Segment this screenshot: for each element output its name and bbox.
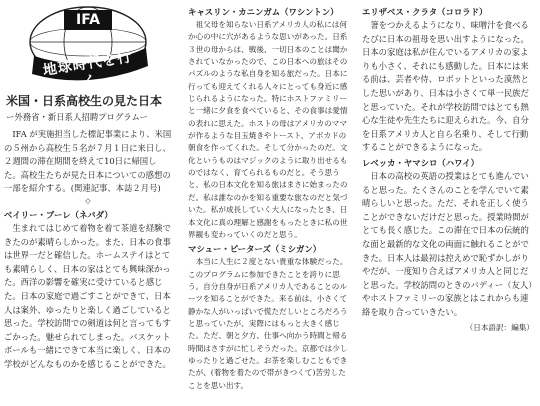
essay-body: 祖父母を知らない日系アメリカ人の私には何か心の中に穴があるような思いがあった。日系３世の母からは、戦後、一切日本のことは聞かされていなかったので、この日本への旅はそのパズルのような私自身を知る旅だった。日本に行っても迎えてくれる人々にとっても身近に感じられるようになった。特にホストファミリーと一緒に夕食を食べていると、その食事は愛情の表れに思えた。ホストの母はアメリカのママが作るような目玉焼きやトースト、アボカドの朝食を作ってくれた。そして分かったのだ。文化というものはマジックのように取り出せるものではなく、育てられるものだと。そう思うと、私の日本文化を知る旅はまさに始まったのだ。私は誰なのかを知る重要な旅なのだと気づいた。私が成長していく大人になったとき、日本文化に真の理解と感謝をもったときに私の世界観も変わっていくのだと思う。 — [188, 20, 348, 239]
author-heading: マシュー・ピーターズ（ミシガン） — [188, 244, 322, 255]
column-middle — [188, 4, 350, 392]
author-heading: ベイリー・ブーレ（ネバダ） — [4, 209, 113, 220]
author-heading: キャスリン・カニンガム（ワシントン） — [188, 7, 339, 17]
feature-title: 米国・日系高校生の見た日本 — [6, 94, 163, 108]
series-logo — [22, 4, 154, 91]
column-right — [362, 4, 534, 335]
essay-body: 日本の高校の英語の授業はとても進んでいると思った。たくさんのことを学んでいて素晴らしいと思った。ただ、それを正しく使うことができないだけだと思った。授業時間がとても長く感じた。この滞在で日本の伝統的な面と最新的な文化の両面に触れることができた。日本人は最初は控えめで恥ずかしがりやだが、一度知り合えばアメリカ人と同じだと思った。学校訪問のときのバディー（友人）やホストファミリーの家族とはこれからも連絡を取り合っていきたい。 — [362, 170, 533, 317]
author-heading: エリザベス・クラタ（コロラド） — [362, 7, 488, 17]
essay-body: 生まれてはじめて着物を着て茶道を経験できたのが素晴らしかった。また、日本の食事は世界一だと確信した。ホームステイはとても素晴らしく、日本の家はとても興味深かった。西洋の影響を確実に受けていると感じた。日本の家庭で過ごすことができて、日本人は案外、ゆったりと楽しく過ごしていると思った。学校訪問での剣道は何と言ってもすごかった。魅せられてしまった。バスケットボールも一緒にできて本当に楽しく、日本の学校がどんなものかを感じることができた。 — [4, 222, 171, 369]
logo-tagline: 地球時代を行く — [41, 49, 134, 91]
feature-intro: IFA が実施担当した標記事業により、米国の５州から高校生５名が７月１日に来日し、２週間の滞在期間を終えて10日に帰国した。高校生たちが見た日本についての感想の一部を紹介する。(関連記事、本誌２月号) — [4, 129, 172, 194]
section-divider: ◇ — [85, 196, 91, 205]
essay-body: 本当に人生に２度とない貴重な体験だった。このプログラムに参加できたことを誇りに思う。自分自身が日系アメリカ人であることのルーツを知ることができた。来る前は、小さくて静かな人がいっぱいで慌ただしいところだろうと思っていたが、実際にはもっと大きく感じた。ただ、朝と夕方、仕事へ向かう時間と帰る時間はさすがに忙しそうだった。京都では少しゆったりと過ごせた。お茶を楽しむこともできたが、(着物を着たので帯がきつくて)苦労したことを思い出す。 — [188, 257, 348, 390]
essay-body: 箸をつかえるようになり、味噌汁を食べるたびに日本の祖母を思い出すようになった。日本の家庭は私が住んでいるアメリカの家よりも小さく、それにも感動した。日本には来る前は、芸者や侍、ロボットといった漠然とした思いがあり、日本は小さくて単一民族だと思っていた。それが学校訪問ではとても熱心な生徒や先生たちに迎えられた。今、自分を日系アメリカ人と自ら名乗り、そして行動することができるようになった。 — [362, 20, 529, 153]
logo-series-label: IFA — [75, 12, 100, 28]
author-heading: レベッカ・ヤマシロ（ハワイ） — [362, 157, 479, 168]
column-left — [4, 4, 172, 372]
feature-subtitle: ー外務省・新日系人招聘プログラムー — [6, 112, 148, 122]
translation-credit: （日本語訳：編集） — [465, 323, 534, 333]
